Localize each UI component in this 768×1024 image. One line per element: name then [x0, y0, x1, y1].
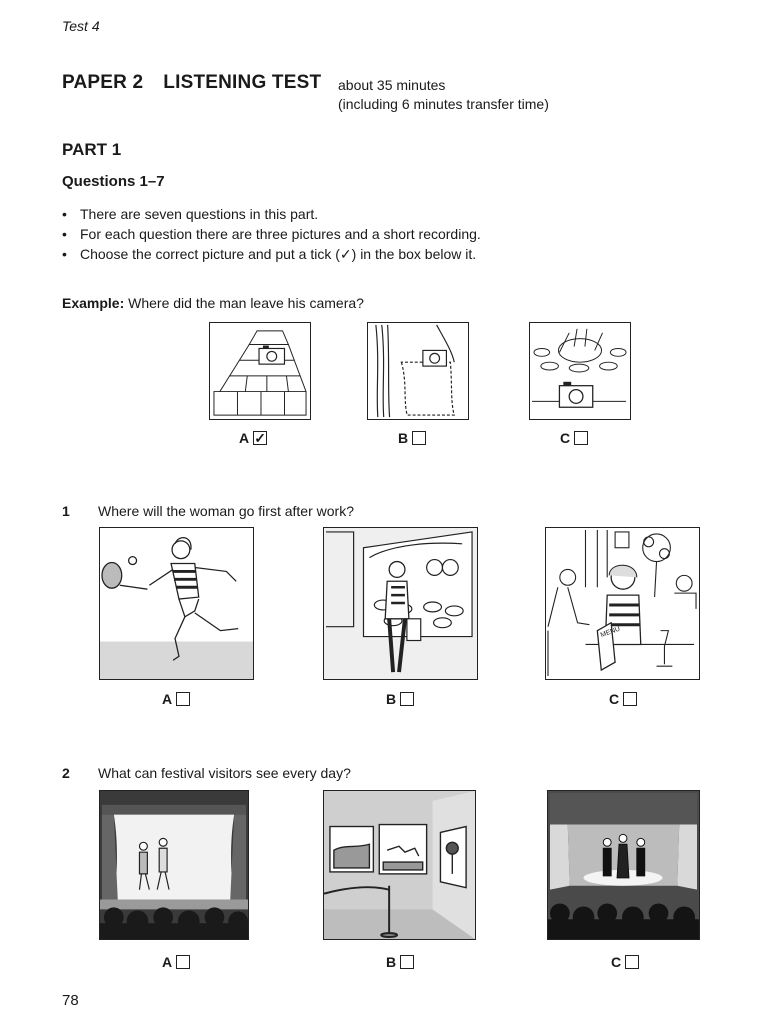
- option-letter: C: [609, 691, 620, 707]
- musicians: [603, 834, 644, 877]
- question-2-checkbox-a[interactable]: [176, 955, 190, 969]
- duration-line-2: (including 6 minutes transfer time): [338, 96, 549, 112]
- striped-shirt: [171, 564, 199, 600]
- instructions-list: [62, 204, 481, 264]
- example-option-b: [398, 430, 426, 446]
- question-1-picture-c: [545, 527, 700, 680]
- question-number: 1: [62, 503, 70, 519]
- theatre-play-illustration: [100, 791, 248, 939]
- option-letter: A: [162, 954, 173, 970]
- camera-icon: [559, 382, 592, 407]
- example-checkbox-a[interactable]: [253, 431, 267, 445]
- question-1-checkbox-b[interactable]: [400, 692, 414, 706]
- example-label: Example:: [62, 295, 125, 311]
- concert-illustration: [548, 791, 699, 939]
- option-letter: A: [162, 691, 173, 707]
- question-text: Where will the woman go first after work?: [98, 503, 354, 519]
- paper-duration: [338, 76, 549, 114]
- camera-near-garden-illustration: [530, 323, 630, 419]
- question-2-option-a: [162, 954, 190, 970]
- camera-icon: [259, 346, 284, 365]
- question-text: What can festival visitors see every day?: [98, 765, 351, 781]
- example-checkbox-c[interactable]: [574, 431, 588, 445]
- painting-fields: [330, 827, 373, 872]
- example-option-c: [560, 430, 588, 446]
- question-1-option-a: [162, 691, 190, 707]
- painting-horses: [379, 825, 426, 874]
- restaurant-illustration: [546, 528, 699, 679]
- tick-icon: ✓: [254, 430, 266, 446]
- question-2-checkbox-b[interactable]: [400, 955, 414, 969]
- option-letter: B: [386, 691, 397, 707]
- page-number: 78: [62, 992, 79, 1009]
- tennis-player-illustration: [100, 528, 253, 679]
- paper-title: [62, 72, 321, 94]
- question-number: 2: [62, 765, 70, 781]
- example-text: Where did the man leave his camera?: [128, 295, 364, 311]
- option-letter: B: [386, 954, 397, 970]
- duration-line-1: about 35 minutes: [338, 77, 446, 93]
- questions-heading: Questions 1–7: [62, 173, 165, 190]
- option-letter: B: [398, 430, 409, 446]
- example-picture-a: [209, 322, 311, 420]
- part-heading: PART 1: [62, 140, 122, 159]
- option-letter: C: [611, 954, 622, 970]
- question-1-option-b: [386, 691, 414, 707]
- option-letter: A: [239, 430, 250, 446]
- question-2-option-c: [611, 954, 639, 970]
- instruction-item: • There are seven questions in this part.: [62, 204, 481, 224]
- example-picture-c: [529, 322, 631, 420]
- shopping-market-illustration: [324, 528, 477, 679]
- question-1-checkbox-c[interactable]: [623, 692, 637, 706]
- camera-icon: [423, 350, 447, 366]
- question-2-checkbox-c[interactable]: [625, 955, 639, 969]
- art-gallery-illustration: [324, 791, 475, 939]
- question-2-picture-b: [323, 790, 476, 940]
- paper-number: PAPER 2: [62, 72, 144, 93]
- camera-on-steps-illustration: [210, 323, 310, 419]
- example-picture-b: [367, 322, 469, 420]
- question-1-picture-a: [99, 527, 254, 680]
- instruction-item: • For each question there are three pictures and a short recording.: [62, 224, 481, 244]
- menu-label: MENU: [599, 625, 622, 640]
- example-option-a: [239, 430, 267, 446]
- question-1-checkbox-a[interactable]: [176, 692, 190, 706]
- question-1-option-c: [609, 691, 637, 707]
- instruction-item: • Choose the correct picture and put a tick (✓) in the box below it.: [62, 244, 481, 264]
- menu-card: [597, 623, 621, 670]
- question-2-option-b: [386, 954, 414, 970]
- paper-name: LISTENING TEST: [163, 72, 322, 93]
- test-label: Test 4: [62, 18, 100, 34]
- question-2-picture-c: [547, 790, 700, 940]
- example-checkbox-b[interactable]: [412, 431, 426, 445]
- camera-in-pocket-illustration: [368, 323, 468, 419]
- question-2-picture-a: [99, 790, 249, 940]
- painting-flowers: [440, 827, 466, 888]
- question-1-picture-b: [323, 527, 478, 680]
- example-question: [62, 295, 364, 311]
- option-letter: C: [560, 430, 571, 446]
